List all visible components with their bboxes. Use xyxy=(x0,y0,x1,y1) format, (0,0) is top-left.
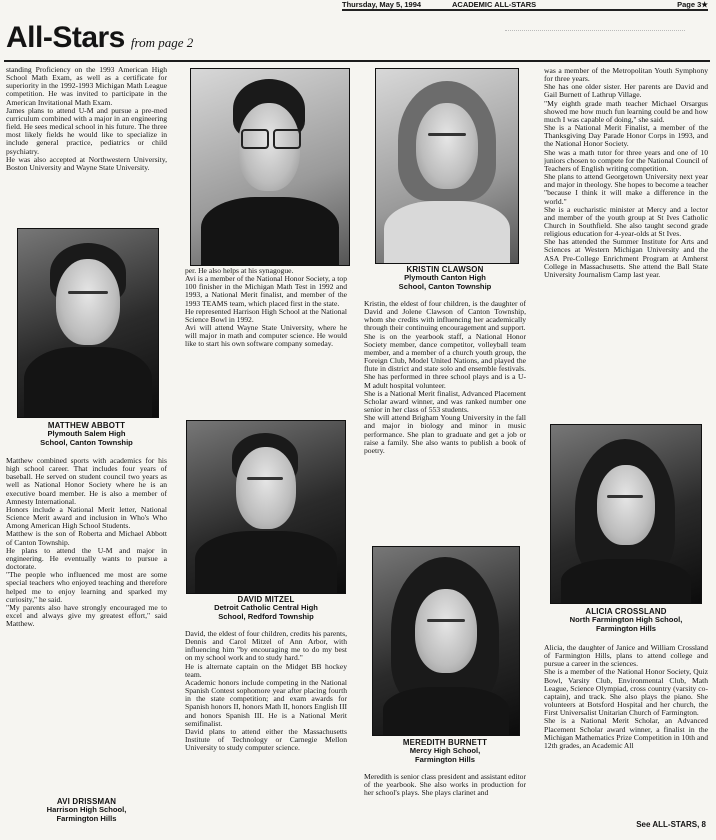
caption-school-line2: Farmington Hills xyxy=(56,813,117,823)
title-from: from page 2 xyxy=(130,35,194,50)
caption-school-line2: Farmington Hills xyxy=(415,754,475,764)
caption-school: North Farmington High School, xyxy=(569,615,683,625)
title-rule xyxy=(4,60,710,62)
caption-school: Mercy High School, xyxy=(409,746,481,756)
article-text-col2-bot: David, the eldest of four children, credits his parents, Dennis and Carol Mitzel of Ann Arbor, with influencing him "by encouraging me to do my best on my school work and to study hard." He is alternate captain on the Midget BB hockey team. Academic honors include competing in the National Spanish Contest sophomore year after placing fourth in the state competition; and exam awards for Spanish honors II, honors Math II, honors English III and honors Spanish III. He is a National Merit semifinalist. David plans to attend either the Massachusetts Institute of Technology or Carnegie Mellon University to study computer science. xyxy=(185,630,347,753)
photo-alicia-crossland xyxy=(550,424,702,604)
photo-meredith-burnett xyxy=(372,546,520,736)
article-text-col3-bot: Meredith is senior class president and assistant editor of the yearbook. She also works in production for her school's plays. She plays clarinet and xyxy=(364,773,526,798)
photo-kristin-clawson xyxy=(375,68,519,264)
jump-line: See ALL-STARS, 8 xyxy=(636,820,706,829)
caption-school-line2: School, Canton Township xyxy=(398,281,492,291)
header-section: ACADEMIC ALL-STARS xyxy=(452,0,537,9)
photo-david-mitzel xyxy=(186,420,346,594)
caption-school-line2: School, Canton Township xyxy=(40,437,133,447)
caption-name: DAVID MITZEL xyxy=(237,595,295,604)
header-date: Thursday, May 5, 1994 xyxy=(342,0,422,9)
caption-school: Plymouth Canton High xyxy=(404,273,486,283)
article-text-col3-top: Kristin, the eldest of four children, is the daughter of David and Jolene Clawson of Canton Township, whom she credits with influencing her academically through their continuing encouragement and support. She is on the yearbook staff, a National Honor Society member, dance competitor, volleyball team member, and a member of a church youth group, the Foreign Club, Model United Nations, and played the flute in district and state solo and ensemble festivals. She has performed in three school plays and is a U-M adult hospital volunteer. She is a National Merit finalist, Advanced Placement Scholar award winner, and was ranked number one senior in her class of 553 students. She will attend Brigham Young University in the fall and major in biology and minor in music performance. She plan to graduate and get a job or raise a family. She also wants to publish a book of poetry. xyxy=(364,300,526,455)
caption-school: Plymouth Salem High xyxy=(47,429,126,439)
article-text-col2-top: per. He also helps at his synagogue. Avi is a member of the National Honor Society, a top 100 finisher in the Michigan Math Test in 1992 and 1993, a National Merit finalist, and member of the 1993 TEAMS team, which placed first in the state. He represented Harrison High School at the National Science Bowl in 1992. Avi will attend Wayne State University, where he will major in math and computer science. He would like to start his own software company someday. xyxy=(185,267,347,349)
caption-kristin-clawson xyxy=(364,266,526,291)
photo-avi-drissman xyxy=(190,68,350,266)
article-text-col4-top: was a member of the Metropolitan Youth Symphony for three years. She has one older sister. Her parents are David and Gail Burnett of Lathrup Village. "My eighth grade math teacher Michael Orsargus showed me how much fun learning could be and how much I was capable of doing," she said. She is a National Merit Finalist, a member of the Thanksgiving Day Parade Honor Corps in 1993, and the National Honor Society. She was a math tutor for three years and one of 10 juniors chosen to compete for the National Council of Teachers of English writing competition. She plans to attend Georgetown University next year and major in theology. She hopes to become a teacher "because I think it will make a difference in the world." She is a eucharistic minister at Mercy and a lector and member of the youth group at St Ives Catholic Church in Southfield. She also taught second grade religious education for 4-year-olds at St Ives. She has attended the Summer Institute for Arts and Sciences at Western Michigan University and the ASA Pre-College Enrichment Program at Amherst College in Massachusetts. She attend the Ball State University Journalism Camp last year. xyxy=(544,67,708,279)
caption-name: MEREDITH BURNETT xyxy=(402,738,488,747)
caption-name: ALICIA CROSSLAND xyxy=(585,607,667,616)
caption-alicia-crossland xyxy=(544,608,708,633)
page-header xyxy=(342,0,708,11)
caption-matthew-abbott xyxy=(6,422,167,447)
photo-matthew-abbott xyxy=(17,228,159,418)
caption-avi-drissman xyxy=(6,798,167,823)
caption-school: Harrison High School, xyxy=(46,805,127,815)
article-text-col1-mid: Matthew combined sports with academics for his high school career. That includes four years of baseball. He served on student council two years as well as National Honor Society where he is an executive board member. He is also a member of Amnesty International. Honors include a National Merit letter, National Science Merit award and inclusion in Who's Who Among American High School Students. Matthew is the son of Roberta and Michael Abbott of Canton Township. He plans to attend the U-M and major in engineering. He eventually wants to pursue a doctorate. "The people who influenced me most are some special teachers who enjoyed teaching and therefore helped me to enjoy learning and sparked my curiosity," he said. "My parents also have strongly encouraged me to excel and always give my greatest effort," said Matthew. xyxy=(6,457,167,629)
caption-david-mitzel xyxy=(184,596,348,621)
header-page: Page 3★ xyxy=(677,0,708,9)
caption-name: KRISTIN CLAWSON xyxy=(406,265,484,274)
caption-school: Detroit Catholic Central High xyxy=(214,603,318,613)
caption-name: AVI DRISSMAN xyxy=(56,797,117,806)
caption-name: MATTHEW ABBOTT xyxy=(47,421,126,430)
caption-school-line2: Farmington Hills xyxy=(596,623,656,633)
article-text-col1-top: standing Proficiency on the 1993 American High School Math Exam, as well as a certificate for superiority in the 1992-1993 Michigan Math League competition. He was invited to participate in the American Invitational Math Exam. James plans to attend U-M and pursue a pre-med curriculum combined with a major in an engineering field. He sees medical school in his future. The three most likely fields he would like to specialize in include general practice, pediatrics or child psychiatry. He was also accepted at Northwestern University, Boston University and Wayne State University. xyxy=(6,66,167,172)
title-main: All-Stars xyxy=(6,21,125,54)
page-title xyxy=(6,22,193,59)
caption-school-line2: School, Redford Township xyxy=(218,611,314,621)
caption-meredith-burnett xyxy=(364,739,526,764)
article-text-col4-bot: Alicia, the daughter of Janice and William Crossland of Farmington Hills, plans to attend college and pursue a career in the sciences. She is a member of the National Honor Society, Quiz Bowl, Varsity Club, Environmental Club, Math League, Science Olympiad, cross country (varsity co-captain), and track. She also plays the piano. She volunteers at Botsford Hospital and her church, the First Universalist Unitarian Church of Farmington. She is a National Merit Scholar, an Advanced Placement Scholar award winner, a finalist in the Michigan Mathematics Prize Competition in 10th and 12th grades, an Academic All xyxy=(544,644,708,750)
dotted-divider xyxy=(505,30,685,31)
